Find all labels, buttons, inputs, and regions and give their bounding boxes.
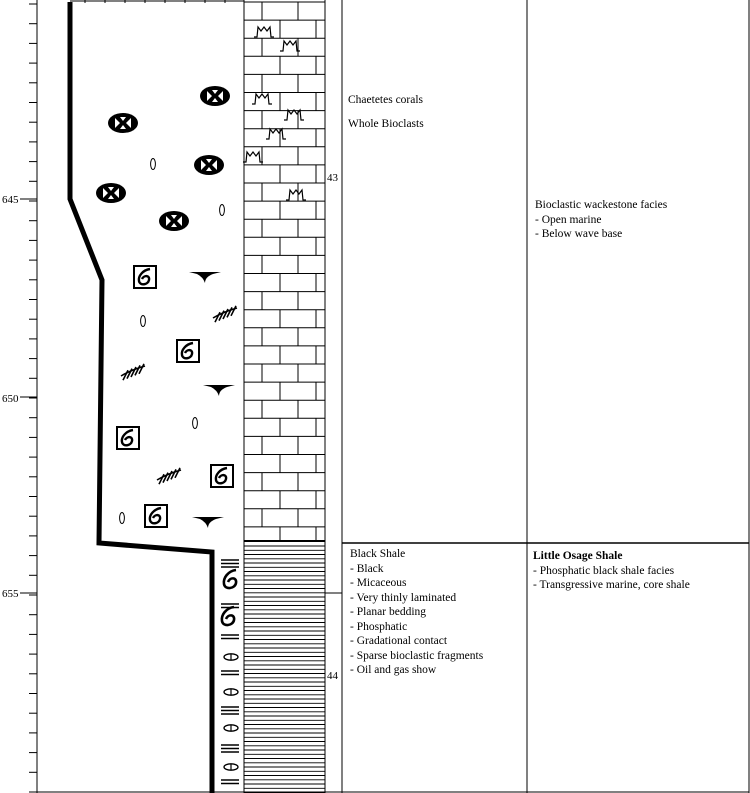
sample-number-43: 43: [327, 172, 338, 184]
description-line: - Very thinly laminated: [350, 591, 457, 604]
gastropod-icon: [224, 570, 236, 588]
fossil-symbols: [96, 86, 239, 784]
description-line: - Sparse bioclastic fragments: [350, 649, 484, 662]
brachiopod-icon: [134, 266, 156, 288]
chaetetes-coral-icon: [286, 190, 306, 200]
phosphate-nodule-icon: [189, 272, 221, 283]
top-ruler: [70, 0, 244, 3]
burrow-icon: [157, 468, 181, 484]
bioclast-lens-icon: [224, 689, 238, 695]
bioclast-lens-icon: [193, 418, 198, 429]
description-line: - Planar bedding: [350, 606, 427, 618]
lamination-icon: [221, 560, 239, 567]
sample-number-44: 44: [327, 670, 338, 682]
description-line: Black Shale: [350, 548, 406, 560]
interpretation-line: Bioclastic wackestone facies: [535, 199, 668, 211]
lamination-icon: [221, 635, 239, 639]
phosphate-nodule-icon: [192, 517, 224, 528]
interpretation-line: - Phosphatic black shale facies: [533, 564, 675, 577]
gastropod-icon: [222, 607, 234, 625]
bioclast-lens-icon: [141, 316, 146, 327]
description-line: - Phosphatic: [350, 620, 408, 633]
interpretation-line: - Open marine: [535, 213, 602, 226]
depth-label-655: 655: [2, 588, 19, 600]
description-line: Whole Bioclasts: [348, 117, 424, 130]
chaetetes-coral-icon: [284, 110, 304, 120]
bioclast-lens-icon: [224, 764, 238, 770]
formation-name: Little Osage Shale: [533, 550, 623, 562]
depth-label-645: 645: [2, 194, 19, 206]
grain-size-profile: [70, 2, 212, 793]
chaetetes-coral-icon: [252, 94, 272, 104]
depth-label-650: 650: [2, 393, 19, 405]
upper-interpretation: [535, 198, 667, 242]
description-line: - Micaceous: [350, 577, 407, 589]
crinoid-icon: [96, 183, 126, 203]
crinoid-icon: [108, 113, 138, 133]
interpretation-line: - Below wave base: [535, 228, 623, 240]
description-line: - Gradational contact: [350, 635, 448, 647]
burrow-icon: [121, 364, 145, 380]
phosphate-nodule-icon: [203, 385, 235, 396]
description-line: - Oil and gas show: [350, 664, 437, 676]
lower-description: [350, 547, 483, 678]
chaetetes-coral-icon: [280, 41, 300, 51]
lamination-icon: [221, 745, 239, 752]
limestone-lithology: [244, 2, 325, 545]
shale-lithology: [244, 546, 325, 793]
bioclast-lens-icon: [224, 654, 238, 660]
description-line: Chaetetes corals: [348, 94, 424, 106]
burrow-icon: [213, 306, 237, 322]
depth-ticks: [20, 4, 37, 792]
chaetetes-coral-icon: [254, 27, 274, 37]
interpretation-line: - Transgressive marine, core shale: [533, 579, 690, 591]
chaetetes-coral-icon: [243, 152, 263, 162]
upper-description: [348, 93, 424, 131]
chaetetes-coral-icon: [266, 129, 286, 139]
crinoid-icon: [159, 211, 189, 231]
brachiopod-icon: [211, 465, 233, 487]
brachiopod-icon: [117, 427, 139, 449]
bioclast-lens-icon: [120, 513, 125, 524]
crinoid-icon: [194, 155, 224, 175]
bioclast-lens-icon: [151, 159, 156, 170]
lamination-icon: [221, 707, 239, 714]
lower-interpretation: [533, 549, 690, 593]
lamination-icon: [221, 671, 239, 675]
sample-numbers: [327, 172, 339, 682]
crinoid-icon: [200, 86, 230, 106]
description-line: - Black: [350, 562, 384, 575]
bioclast-lens-icon: [224, 725, 238, 731]
chaetetes-coral-symbols: [243, 27, 306, 200]
lamination-icon: [221, 780, 239, 784]
depth-labels: [2, 194, 19, 600]
brachiopod-icon: [145, 505, 167, 527]
bioclast-lens-icon: [220, 205, 225, 216]
brachiopod-icon: [177, 340, 199, 362]
